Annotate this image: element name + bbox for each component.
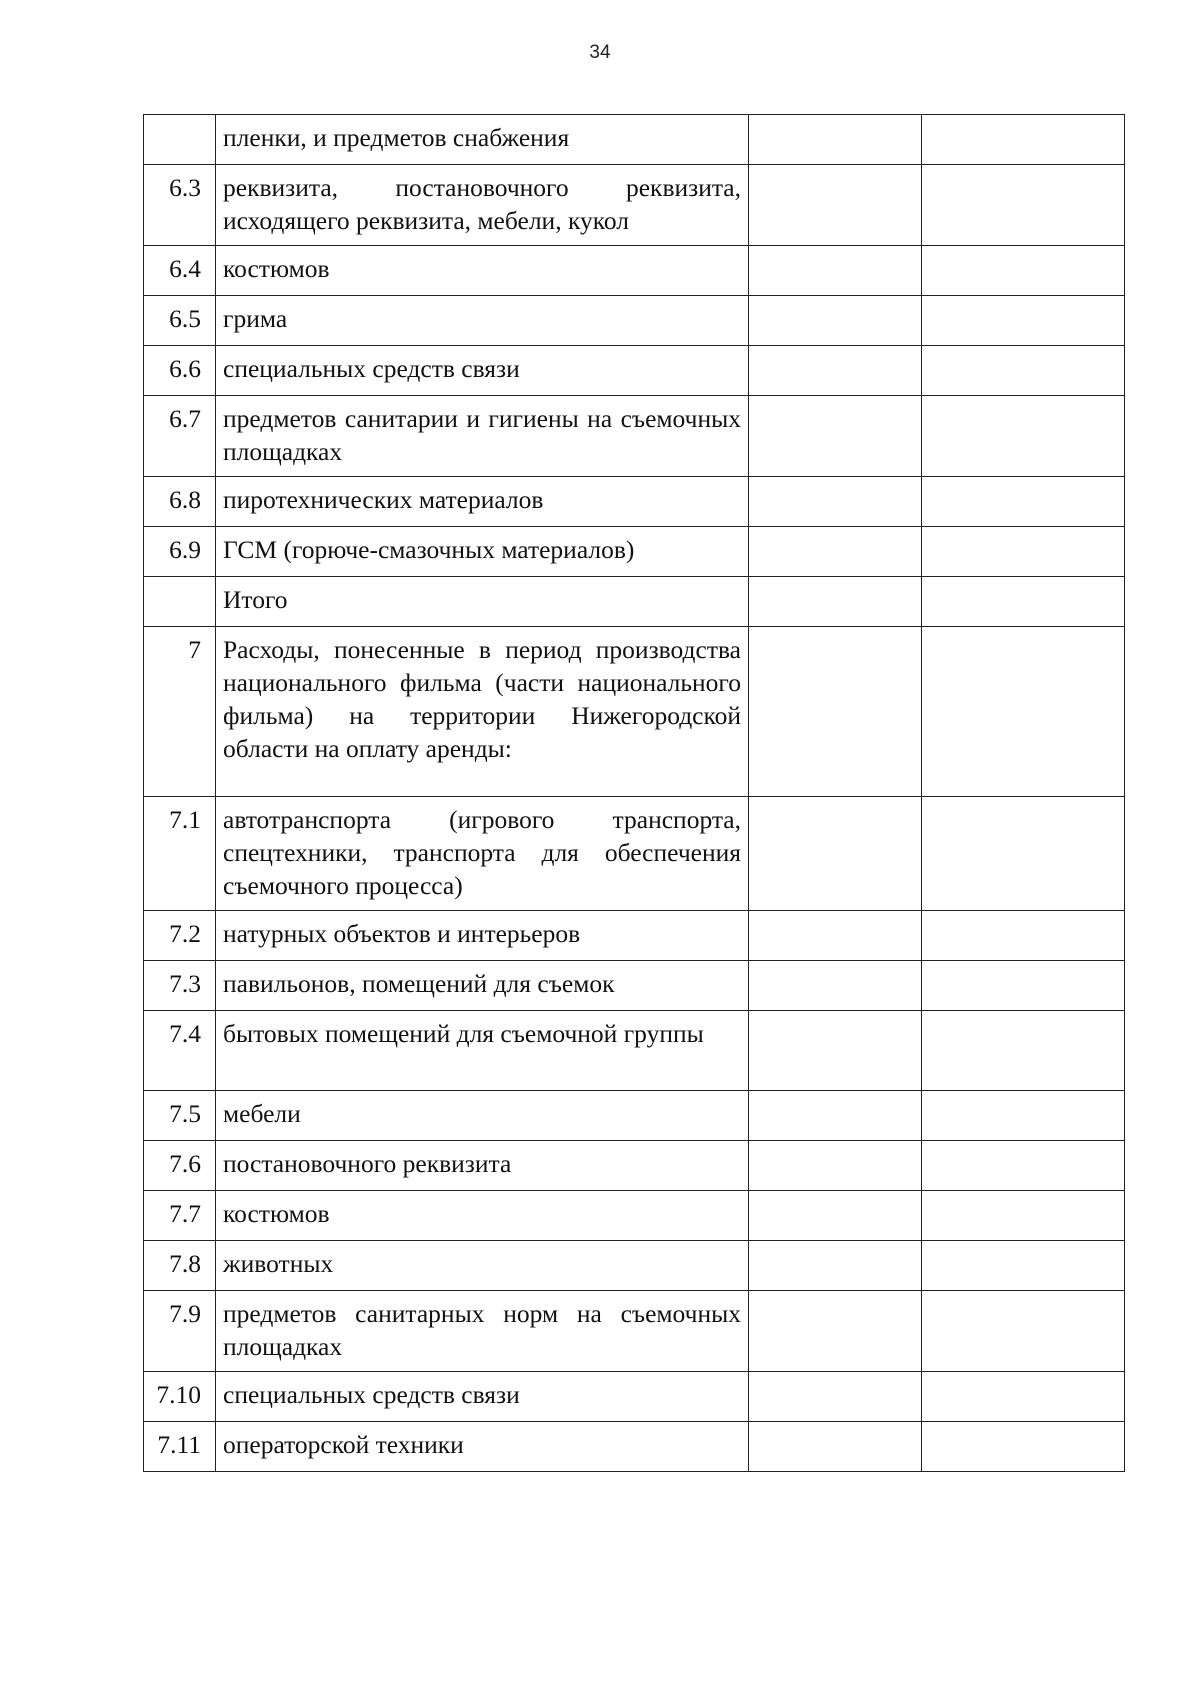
row-description: костюмов — [216, 246, 749, 296]
row-description: предметов санитарных норм на съемочных площадках — [216, 1291, 749, 1372]
empty-cell — [922, 1141, 1125, 1191]
empty-cell — [922, 1091, 1125, 1141]
table-row — [144, 911, 1125, 961]
empty-cell — [922, 1291, 1125, 1372]
table-row — [144, 1422, 1125, 1472]
empty-cell — [922, 797, 1125, 911]
row-number — [144, 115, 216, 165]
row-description: ГСМ (горюче-смазочных материалов) — [216, 527, 749, 577]
expense-table — [143, 114, 1125, 1472]
empty-cell — [922, 961, 1125, 1011]
empty-cell — [922, 246, 1125, 296]
empty-cell — [749, 577, 922, 627]
row-description: пиротехнических материалов — [216, 477, 749, 527]
empty-cell — [749, 1422, 922, 1472]
table-row — [144, 1091, 1125, 1141]
empty-cell — [749, 797, 922, 911]
row-number: 7.10 — [144, 1372, 216, 1422]
row-description: грима — [216, 296, 749, 346]
empty-cell — [749, 477, 922, 527]
empty-cell — [922, 477, 1125, 527]
empty-cell — [922, 627, 1125, 797]
row-description: реквизита, постановочного реквизита, исходящего реквизита, мебели, кукол — [216, 165, 749, 246]
row-description: операторской техники — [216, 1422, 749, 1472]
row-description: специальных средств связи — [216, 1372, 749, 1422]
row-number: 7.1 — [144, 797, 216, 911]
table-row — [144, 115, 1125, 165]
empty-cell — [922, 1422, 1125, 1472]
table-row — [144, 246, 1125, 296]
empty-cell — [922, 115, 1125, 165]
table-row — [144, 477, 1125, 527]
empty-cell — [749, 1372, 922, 1422]
table-row — [144, 527, 1125, 577]
empty-cell — [749, 165, 922, 246]
row-number: 6.7 — [144, 396, 216, 477]
row-number: 6.3 — [144, 165, 216, 246]
empty-cell — [749, 1091, 922, 1141]
row-number: 7.8 — [144, 1241, 216, 1291]
table-row — [144, 1011, 1125, 1091]
row-number: 7.2 — [144, 911, 216, 961]
empty-cell — [922, 296, 1125, 346]
table-row — [144, 1241, 1125, 1291]
row-number: 7.9 — [144, 1291, 216, 1372]
empty-cell — [922, 527, 1125, 577]
row-number: 7.5 — [144, 1091, 216, 1141]
row-description: бытовых помещений для съемочной группы — [216, 1011, 749, 1091]
empty-cell — [749, 1291, 922, 1372]
row-number — [144, 577, 216, 627]
row-description: постановочного реквизита — [216, 1141, 749, 1191]
table-row — [144, 346, 1125, 396]
empty-cell — [749, 115, 922, 165]
empty-cell — [749, 961, 922, 1011]
row-description: костюмов — [216, 1191, 749, 1241]
row-number: 6.9 — [144, 527, 216, 577]
row-number: 6.5 — [144, 296, 216, 346]
row-number: 6.6 — [144, 346, 216, 396]
table-row — [144, 577, 1125, 627]
empty-cell — [749, 296, 922, 346]
empty-cell — [922, 577, 1125, 627]
empty-cell — [749, 911, 922, 961]
row-number: 6.4 — [144, 246, 216, 296]
empty-cell — [749, 527, 922, 577]
row-description: пленки, и предметов снабжения — [216, 115, 749, 165]
row-description: предметов санитарии и гигиены на съемочных площадках — [216, 396, 749, 477]
table-row — [144, 396, 1125, 477]
row-description: павильонов, помещений для съемок — [216, 961, 749, 1011]
row-description: натурных объектов и интерьеров — [216, 911, 749, 961]
row-description: мебели — [216, 1091, 749, 1141]
row-description: животных — [216, 1241, 749, 1291]
empty-cell — [749, 246, 922, 296]
table-row — [144, 1291, 1125, 1372]
empty-cell — [922, 346, 1125, 396]
empty-cell — [749, 1191, 922, 1241]
row-number: 7.3 — [144, 961, 216, 1011]
empty-cell — [922, 1191, 1125, 1241]
empty-cell — [749, 346, 922, 396]
empty-cell — [922, 1241, 1125, 1291]
table-row — [144, 1141, 1125, 1191]
row-description: автотранспорта (игрового транспорта, спецтехники, транспорта для обеспечения съемочного процесса) — [216, 797, 749, 911]
row-description: специальных средств связи — [216, 346, 749, 396]
row-number: 7.11 — [144, 1422, 216, 1472]
row-description: Итого — [216, 577, 749, 627]
empty-cell — [749, 396, 922, 477]
empty-cell — [922, 1372, 1125, 1422]
table-row — [144, 627, 1125, 797]
empty-cell — [922, 396, 1125, 477]
row-number: 7 — [144, 627, 216, 797]
row-number: 7.4 — [144, 1011, 216, 1091]
row-description: Расходы, понесенные в период производства национального фильма (части национального фильма) на территории Нижегородской области на оплату аренды: — [216, 627, 749, 797]
table-row — [144, 165, 1125, 246]
table-row — [144, 296, 1125, 346]
empty-cell — [922, 911, 1125, 961]
empty-cell — [749, 1011, 922, 1091]
page-number: 34 — [589, 42, 611, 63]
row-number: 7.7 — [144, 1191, 216, 1241]
empty-cell — [749, 1241, 922, 1291]
empty-cell — [749, 1141, 922, 1191]
row-number: 7.6 — [144, 1141, 216, 1191]
empty-cell — [922, 165, 1125, 246]
empty-cell — [922, 1011, 1125, 1091]
table-row — [144, 1372, 1125, 1422]
row-number: 6.8 — [144, 477, 216, 527]
table-row — [144, 797, 1125, 911]
table-row — [144, 961, 1125, 1011]
table-row — [144, 1191, 1125, 1241]
empty-cell — [749, 627, 922, 797]
